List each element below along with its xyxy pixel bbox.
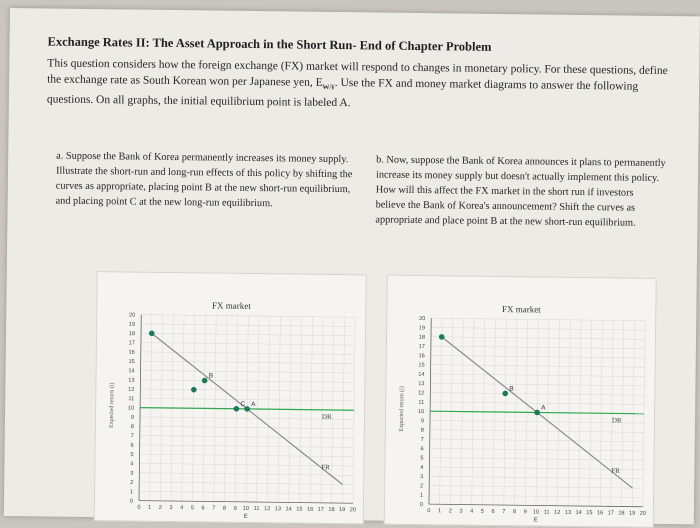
y-tick-label: 0 (129, 498, 134, 505)
x-tick-label: 15 (586, 510, 593, 517)
x-tick-label: 13 (274, 506, 282, 513)
x-tick-label: 1 (437, 508, 442, 515)
y-tick-label: 3 (420, 474, 424, 481)
worksheet-page (4, 8, 700, 524)
intro-paragraph (47, 55, 674, 115)
y-tick-label: 2 (130, 479, 134, 486)
y-tick-label: 17 (128, 340, 135, 347)
dr-curve-label: DR (321, 412, 332, 421)
x-tick-label: 2 (448, 508, 452, 515)
x-tick-label: 19 (339, 507, 346, 514)
y-tick-label: 19 (128, 321, 136, 328)
fx-market-graph-a[interactable] (94, 271, 367, 524)
point-label-c: C (240, 400, 246, 408)
y-tick-label: 0 (419, 502, 423, 509)
y-tick-label: 14 (418, 371, 425, 378)
y-tick-label: 5 (420, 455, 424, 462)
y-tick-label: 15 (418, 362, 425, 369)
y-tick-label: 8 (420, 427, 424, 434)
x-tick-label: 5 (190, 505, 195, 512)
y-tick-label: 12 (418, 390, 425, 397)
y-tick-label: 11 (418, 399, 425, 406)
chart-title: FX market (211, 300, 251, 311)
y-axis-label: Expected return (i) (398, 386, 406, 432)
y-tick-label: 10 (417, 409, 425, 416)
y-tick-label: 13 (418, 381, 425, 388)
x-tick-label: 20 (349, 507, 357, 514)
x-tick-label: 7 (212, 505, 216, 512)
y-tick-label: 12 (128, 386, 135, 393)
y-tick-label: 5 (130, 452, 134, 459)
y-tick-label: 20 (128, 312, 136, 319)
y-tick-label: 18 (418, 334, 426, 341)
y-tick-label: 14 (128, 368, 135, 375)
x-tick-label: 0 (137, 504, 141, 511)
y-tick-label: 6 (420, 446, 424, 453)
y-tick-label: 13 (128, 377, 135, 384)
x-tick-label: 4 (180, 505, 184, 512)
x-tick-label: 8 (512, 509, 517, 516)
x-tick-label: 12 (264, 506, 271, 513)
question-b: b. Now, suppose the Bank of Korea announces it plans to permanently increase its money supply but doesn't actually implement this policy. How will this affect the FX market in the short run if investors believe the Bank of Korea's announcement? Shift the curves as appropriate and place point B at the new short-run equilibrium. (375, 154, 666, 229)
y-tick-label: 4 (420, 464, 424, 471)
y-tick-label: 19 (418, 325, 426, 332)
x-tick-label: 4 (470, 508, 474, 515)
x-tick-label: 17 (607, 510, 614, 517)
point-label-a: A (251, 400, 256, 409)
x-tick-label: 16 (596, 510, 604, 517)
y-tick-label: 16 (418, 353, 425, 360)
y-tick-label: 1 (129, 489, 134, 496)
x-tick-label: 3 (169, 504, 173, 512)
x-axis-label: E (533, 517, 538, 524)
y-tick-label: 4 (130, 461, 134, 468)
y-tick-label: 6 (130, 442, 134, 449)
y-tick-label: 9 (130, 414, 135, 421)
x-tick-label: 19 (629, 510, 636, 517)
x-tick-label: 2 (158, 504, 162, 511)
x-tick-label: 20 (639, 510, 647, 517)
x-tick-label: 0 (427, 508, 431, 515)
x-tick-label: 17 (317, 506, 324, 513)
y-tick-label: 15 (128, 358, 135, 366)
x-tick-label: 1 (148, 504, 152, 511)
y-tick-label: 16 (128, 349, 135, 356)
y-tick-label: 20 (418, 316, 426, 323)
point-label-b: B (208, 372, 214, 380)
x-tick-label: 12 (554, 509, 561, 516)
y-tick-label: 1 (419, 492, 424, 499)
x-tick-label: 18 (618, 510, 625, 517)
y-tick-label: 3 (130, 470, 134, 477)
dr-curve-label: DR (611, 416, 622, 425)
x-tick-label: 7 (502, 509, 506, 516)
point-label-a: A (541, 404, 546, 412)
x-tick-label: 6 (491, 508, 495, 515)
fr-curve-label: FR (321, 463, 330, 472)
y-tick-label: 18 (128, 331, 136, 338)
point-c (234, 406, 240, 412)
y-tick-label: 7 (130, 433, 134, 440)
x-tick-label: 6 (201, 505, 205, 512)
exchange-rate-subscript: ₩/¥ (322, 83, 335, 92)
y-tick-label: 7 (420, 436, 424, 443)
x-tick-label: 10 (532, 509, 540, 516)
y-tick-label: 11 (128, 396, 135, 403)
x-tick-label: 14 (285, 506, 292, 513)
x-tick-label: 13 (564, 509, 572, 516)
chart-title: FX market (501, 304, 541, 315)
y-tick-label: 17 (418, 343, 425, 350)
x-tick-label: 9 (233, 505, 237, 512)
fx-market-graph-b[interactable] (384, 275, 657, 528)
fr-curve-label: FR (611, 466, 620, 476)
fx-chart-a[interactable] (95, 272, 366, 523)
x-axis-label: E (243, 513, 248, 520)
y-tick-label: 9 (420, 418, 425, 425)
point-unlabeled (191, 387, 197, 393)
intro-text-start: This question considers how the foreign exchange (FX) market will respond to changes in monetary policy. For these questions, define the exchange rate as South Korean won per Japanese yen, E (47, 57, 668, 89)
x-tick-label: 10 (242, 505, 250, 512)
x-tick-label: 16 (306, 506, 314, 513)
point-b (502, 391, 508, 397)
point-label-b: B (509, 385, 514, 393)
question-a: a. Suppose the Bank of Korea permanently increases its money supply. Illustrate the short-run and long-run effects of this policy by shifting the curves as appropriate, placing point B at the new short-run equilibrium, and placing point C at the new long-run equilibrium. (55, 150, 353, 210)
y-tick-label: 8 (130, 424, 134, 431)
x-tick-label: 9 (523, 509, 527, 516)
fx-chart-b[interactable] (385, 276, 656, 527)
y-tick-label: 10 (127, 405, 135, 412)
intro-text-end: . Use the FX and money market diagrams to answer the following questions. On all graphs, the initial equilibrium point is labeled A. (46, 76, 639, 110)
x-tick-label: 11 (543, 509, 550, 516)
point-b (202, 378, 208, 384)
x-tick-label: 15 (296, 506, 303, 513)
x-tick-label: 14 (575, 509, 582, 517)
x-tick-label: 5 (480, 508, 484, 515)
x-tick-label: 18 (328, 506, 335, 514)
x-tick-label: 11 (253, 506, 260, 513)
y-tick-label: 2 (420, 483, 424, 490)
x-tick-label: 3 (459, 508, 463, 515)
y-axis-label: Expected return (i) (108, 382, 116, 428)
page-title: Exchange Rates II: The Asset Approach in the Short Run- End of Chapter Problem (47, 34, 492, 54)
x-tick-label: 8 (222, 505, 227, 512)
